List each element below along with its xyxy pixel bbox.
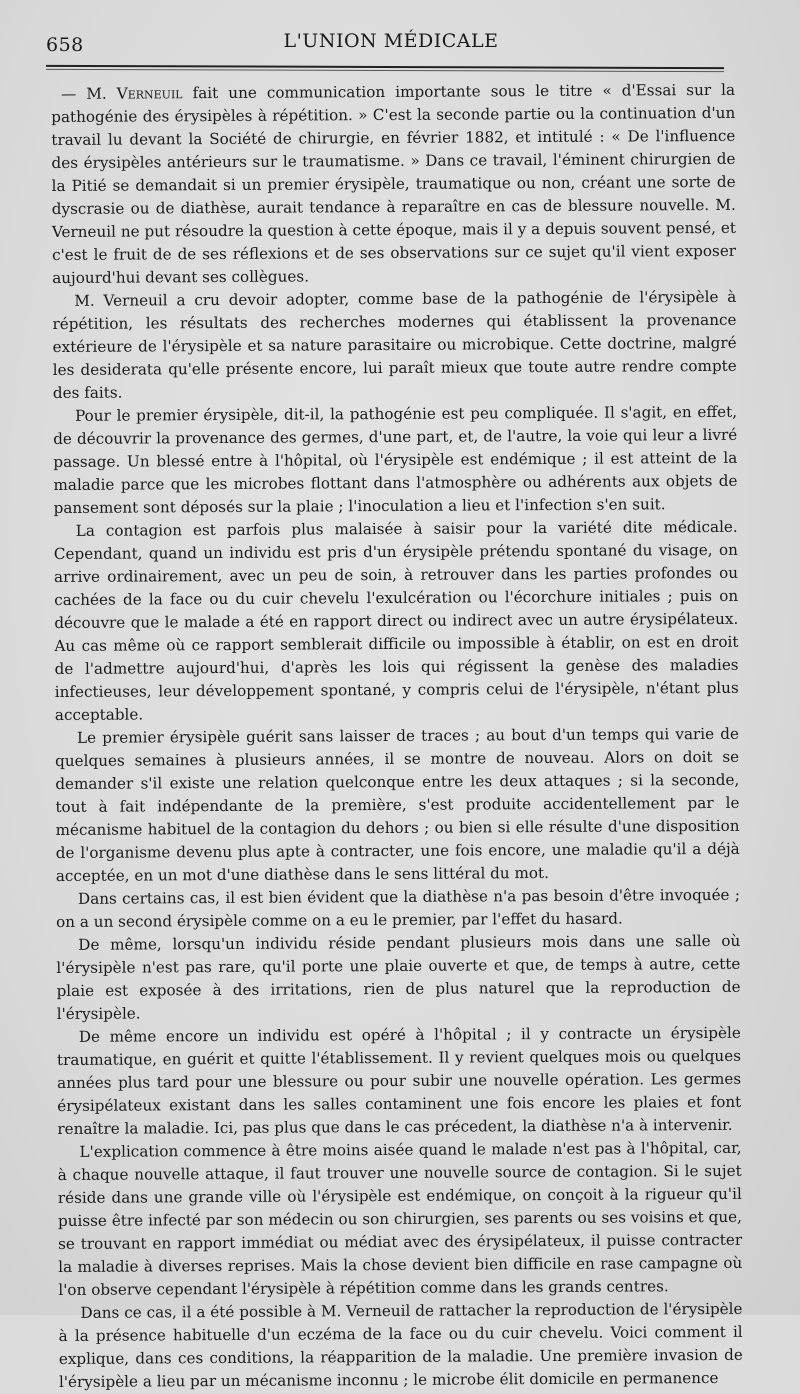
paragraph: De même, lorsqu'un individu réside pendant plusieurs mois dans une salle où l'érysipèle n'est pas rare, qu'il porte une plaie ouverte et que, de temps à autre, cette plaie est exposée à des irritations, rien de plus naturel que la reproduction de l'érysipèle.: [56, 931, 741, 1023]
running-head: L'UNION MÉDICALE: [283, 30, 499, 52]
paragraph: Dans certains cas, il est bien évident que la diathèse n'a pas besoin d'être invoquée ; on a un second érysipèle comme on a eu le premier, par l'effet du hasard.: [56, 885, 741, 931]
paragraph: De même encore un individu est opéré à l'hôpital ; il y contracte un érysipèle traumatique, en guérit et quitte l'établissement. Il y revient quelques mois ou quelques années plus tard pour une blessure ou pour subir une nouvelle opération. Les germes érysipélateux existant dans les salles contaminent une fois encore les plaies et font renaître la maladie. Ici, pas plus que dans le cas précedent, la diathèse n'a à intervenir.: [56, 1023, 742, 1138]
speaker-name: — M. Verneuil: [61, 84, 183, 103]
page-header: [46, 30, 736, 60]
header-rule-thin: [46, 69, 724, 72]
paragraph-text: fait une communication importante sous le titre « d'Essai sur la pathogénie des érysipèles à répétition. » C'est la seconde partie ou la continuation d'un travail lu devant la Société de chirurgie, en février 1882, et intitulé : « De l'influence des érysipèles antérieurs sur le traumatisme. » Dans ce travail, l'éminent chirurgien de la Pitié se demandait si un premier érysipèle, traumatique ou non, créant une sorte de dyscrasie ou de diathèse, aurait tendance à reparaître en cas de blessure nouvelle. M. Verneuil ne put résoudre la question à cette époque, mais il y a depuis souvent pensé, et c'est le fruit de de ses réflexions et de ses observations sur ce sujet qu'il vient exposer aujourd'hui devant ses collègues.: [51, 80, 737, 287]
paragraph: Le premier érysipèle guérit sans laisser de traces ; au bout d'un temps qui varie de quelques semaines à plusieurs années, il se montre de nouveau. Alors on doit se demander s'il existe une relation quelconque entre les deux attaques ; si la seconde, tout à fait indépendante de la première, s'est produite accidentellement par le mécanisme habituel de la contagion du dehors ; ou bien si elle résulte d'une disposition de l'organisme devenu plus apte à contracter, une fois encore, une maladie qu'il a déjà acceptée, en un mot d'une diathèse dans le sens littéral du mot.: [55, 724, 740, 885]
paragraph: M. Verneuil a cru devoir adopter, comme base de la pathogénie de l'érysipèle à répétition, les résultats des recherches modernes qui établissent la provenance extérieure de l'érysipèle et sa nature parasitaire ou microbique. Cette doctrine, malgré les desiderata qu'elle présente encore, lui paraît mieux que toute autre rendre compte des faits.: [52, 287, 737, 402]
page-number: 658: [46, 34, 84, 56]
paragraph: Dans ce cas, il a été possible à M. Verneuil de rattacher la reproduction de l'érysipèle à la présence habituelle d'un eczéma de la face ou du cuir chevelu. Voici comment il explique, dans ces conditions, la réapparition de la maladie. Une première invasion de l'érysipèle a lieu par un mécanisme inconnu ; le microbe élit domicile en permanence: [58, 1299, 743, 1391]
paragraph: Pour le premier érysipèle, dit-il, la pathogénie est peu compliquée. Il s'agit, en effet, de découvrir la provenance des germes, d'une part, et, de l'autre, la voie qui leur a livré passage. Un blessé entre à l'hôpital, où l'érysipèle est endémique ; il est atteint de la maladie parce que les microbes flottant dans l'atmosphère ou adhérents aux objets de pansement sont déposés sur la plaie ; l'inoculation a lieu et l'infection s'en suit.: [53, 402, 738, 517]
paragraph: L'explication commence à être moins aisée quand le malade n'est pas à l'hôpital, car, à chaque nouvelle attaque, il faut trouver une nouvelle source de contagion. Si le sujet réside dans une grande ville où l'érysipèle est endémique, on conçoit à la rigueur qu'il puisse être infecté par son médecin ou son chirurgien, ses parents ou ses voisins et que, se trouvant en rapport immédiat ou médiat avec des érysipélateux, il puisse contracter la maladie à diverses reprises. Mais la chose devient bien difficile en rase campagne où l'on observe cependant l'érysipèle à répétition comme dans les grands centres.: [57, 1138, 743, 1299]
paragraph: La contagion est parfois plus malaisée à saisir pour la variété dite médicale. Cependant, quand un individu est pris d'un érysipèle prétendu spontané du visage, on arrive ordinairement, avec un peu de soin, à retrouver dans les parties profondes ou cachées de la face ou du cuir chevelu l'exulcération ou l'écorchure initiales ; puis on découvre que le malade a été en rapport direct ou indirect avec un autre érysipélateux. Au cas même où ce rapport semblerait difficile ou impossible à établir, on est en droit de l'admettre aujourd'hui, d'après les lois qui régissent la genèse des maladies infectieuses, leur développement spontané, y compris celui de l'érysipèle, n'étant plus acceptable.: [53, 517, 739, 724]
paragraph: [51, 79, 736, 290]
body-text: [51, 79, 743, 1394]
